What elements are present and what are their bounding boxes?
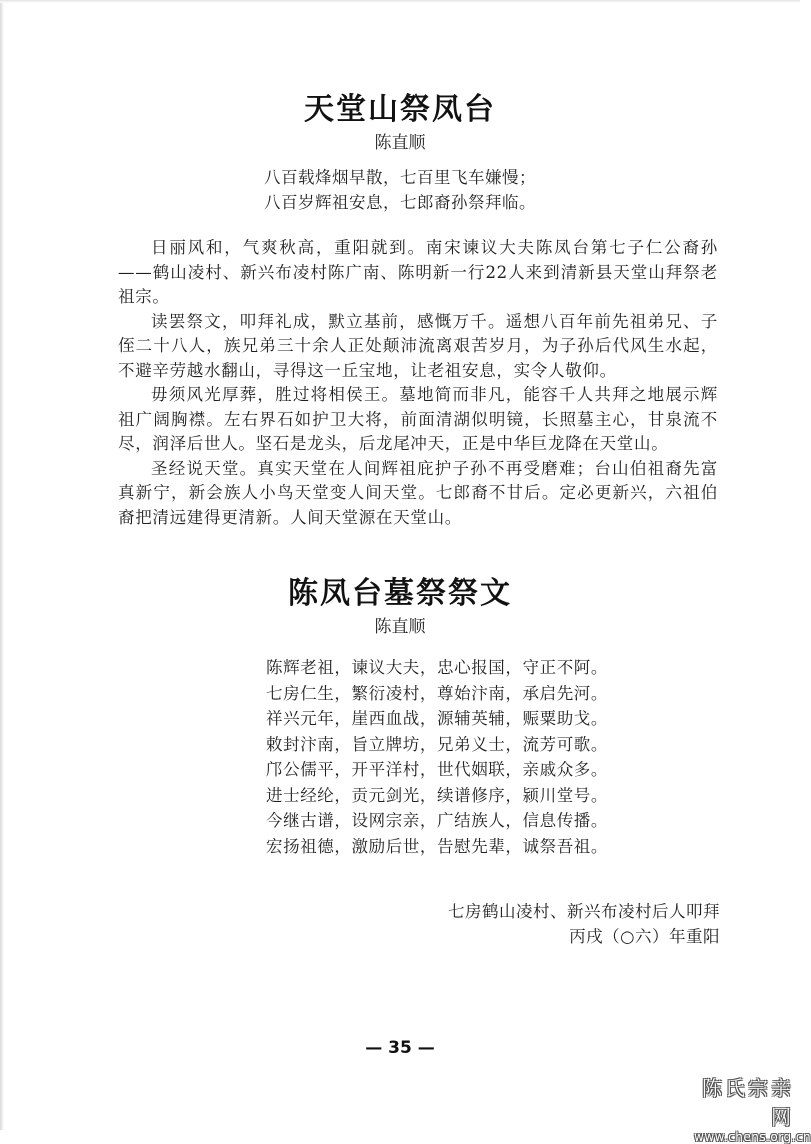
verse-line: 七房仁生，繁衍凌村，尊始汴南，承启先河。: [266, 683, 608, 703]
watermark-url: www.chens.org.cn: [694, 1130, 811, 1144]
page-edge-shadow-top: [0, 0, 800, 3]
article2-author: 陈直顺: [374, 617, 426, 637]
verse-line: 进士经纶，贡元剑光，续谱修序，颍川堂号。: [266, 785, 608, 805]
watermark-name: 陈氏宗亲网: [702, 1076, 794, 1129]
site-watermark: [694, 1072, 811, 1144]
verse-line: 陈辉老祖，谏议大夫，忠心报国，守正不阿。: [266, 658, 608, 677]
article1-title: 天堂山祭凤台: [304, 92, 496, 127]
article1-epigraph-line-2: 八百岁辉祖安息，七郎裔孙祭拜临。: [264, 193, 536, 212]
article1-epigraph-line-1: 八百载烽烟早散，七百里飞车嫌慢；: [264, 168, 536, 187]
article1-paragraph-4: 圣经说天堂。真实天堂在人间辉祖庇护子孙不再受磨难；台山伯祖裔先富真新宁，新会族人小鸟天堂变人间天堂。七郎裔不甘后。定必更新兴，六祖伯裔把清远建得更清新。人间天堂源在天堂山。: [118, 458, 718, 527]
verse-line: 宏扬祖德，激励后世，告慰先辈，诚祭吾祖。: [266, 836, 608, 856]
article1-paragraph-1: 日丽风和，气爽秋高，重阳就到。南宋谏议大夫陈凤台第七子仁公裔孙——鹤山凌村、新兴布凌村陈广南、陈明新一行22人来到清新县天堂山拜祭老祖宗。: [118, 238, 718, 306]
article1-paragraph-3: 毋须风光厚葬，胜过将相侯王。墓地简而非凡，能容千人共拜之地展示辉祖广阔胸襟。左右界石如护卫大将，前面清湖似明镜，长照墓主心，甘泉流不尽，润泽后世人。坚石是龙头，后龙尾冲天，正是中华巨龙降在天堂山。: [118, 385, 718, 453]
article2-title: 陈凤台墓祭祭文: [288, 576, 512, 611]
page-number: — 35 —: [365, 1038, 435, 1058]
article1-author: 陈直顺: [374, 133, 426, 153]
verse-line: 敕封汴南，旨立牌坊，兄弟义士，流芳可歌。: [266, 734, 608, 754]
article2-date: 丙戌（○六）年重阳: [569, 927, 720, 946]
verse-line: 祥兴元年，崖西血战，源辅英辅，赈粟助戈。: [266, 709, 608, 728]
verse-line: 今继古谱，设网宗亲，广结族人，信息传播。: [266, 811, 608, 830]
article1-body: [118, 236, 718, 530]
article2-verses: [266, 655, 606, 859]
verse-line: 邝公儒平，开平洋村，世代姻联，亲戚众多。: [266, 760, 608, 779]
article1-paragraph-2: 读罢祭文，叩拜礼成，默立基前，感慨万千。遥想八百年前先祖弟兄、子侄二十八人，族兄弟三十余人正处颠沛流离艰苦岁月，为子孙后代风生水起，不避辛劳越水翻山，寻得这一丘宝地，让老祖安息，实令人敬仰。: [118, 311, 718, 380]
article2-signature: 七房鹤山凌村、新兴布凌村后人叩拜: [448, 902, 720, 921]
